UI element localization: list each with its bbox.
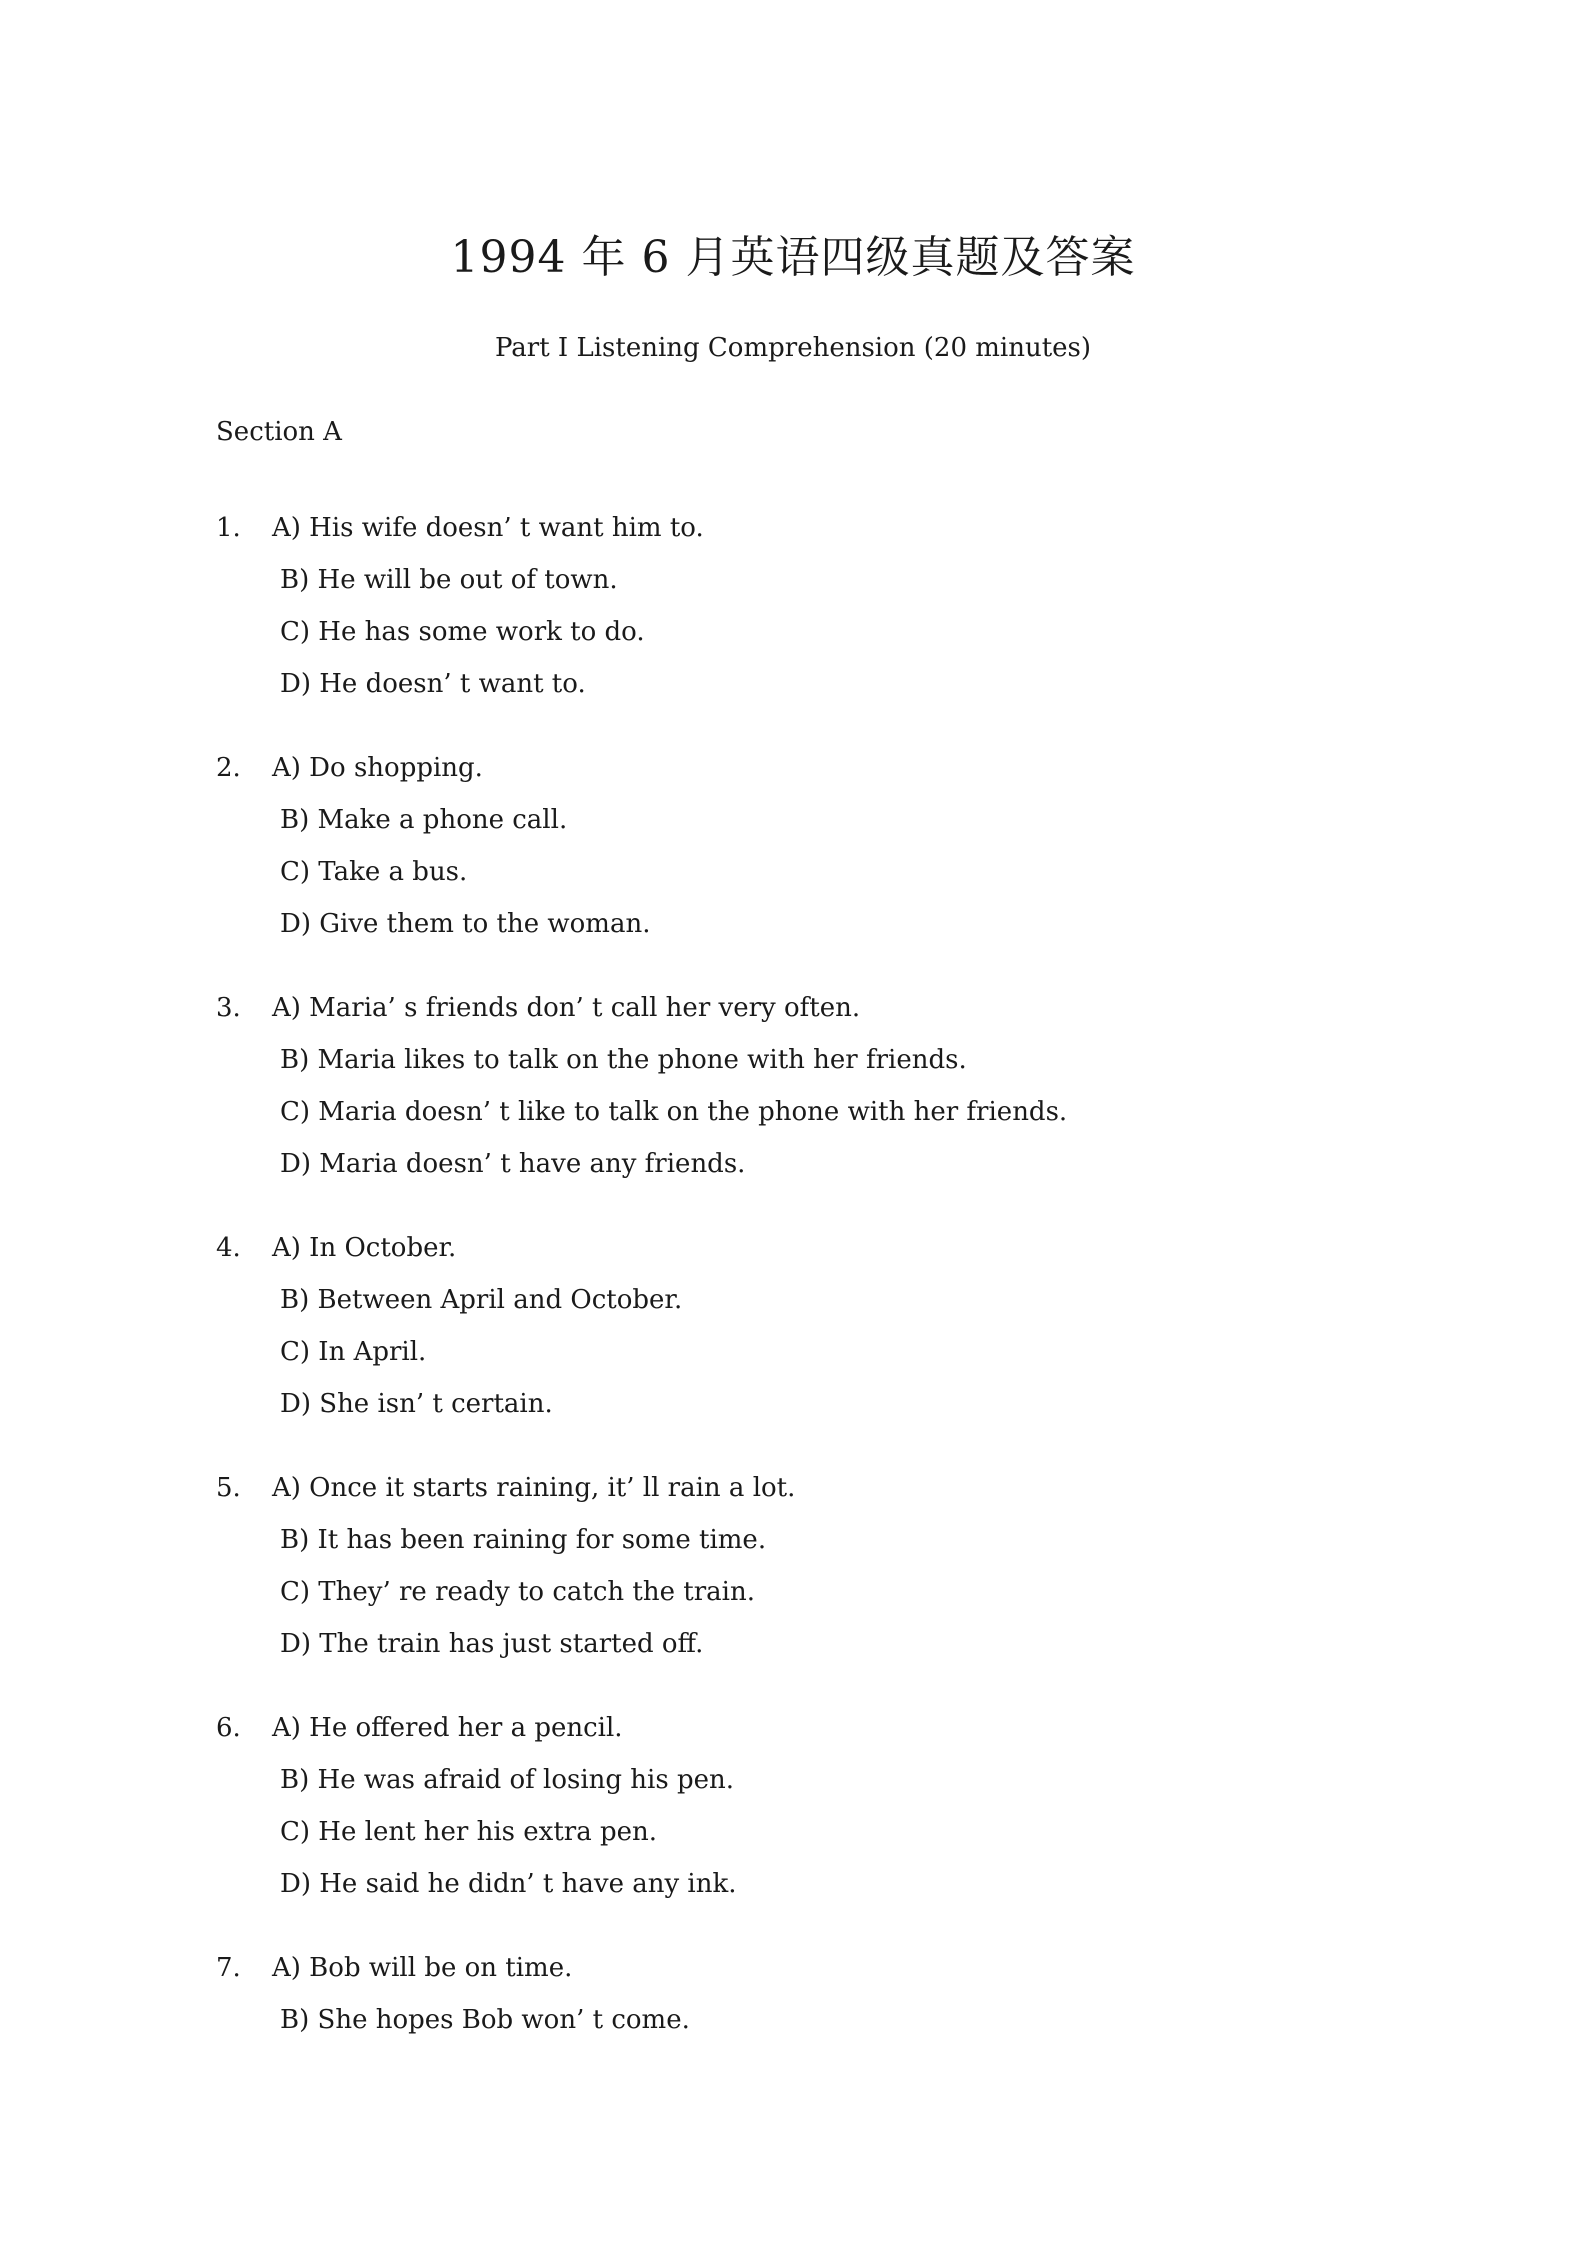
- question-first-line: [216, 1230, 1416, 1282]
- option-b: B) Between April and October.: [280, 1285, 683, 1315]
- option-d: D) He doesn’ t want to.: [280, 669, 586, 699]
- question-number: 1.: [216, 513, 241, 543]
- option-a: A) Once it starts raining, it’ ll rain a lot.: [272, 1473, 796, 1503]
- option-b: B) He will be out of town.: [280, 565, 618, 595]
- question-first-line: [216, 990, 1416, 1042]
- option-d: D) Give them to the woman.: [280, 909, 651, 939]
- option-d: D) She isn’ t certain.: [280, 1389, 553, 1419]
- question-number: 4.: [216, 1233, 241, 1263]
- option-c: C) They’ re ready to catch the train.: [280, 1577, 755, 1607]
- question-first-line: [216, 1710, 1416, 1762]
- document-title: 1994 年 6 月英语四级真题及答案: [450, 232, 1136, 283]
- question-2: [216, 750, 1416, 958]
- option-c: C) He has some work to do.: [280, 617, 645, 647]
- question-first-line: [216, 510, 1416, 562]
- part-title: Part I Listening Comprehension (20 minutes): [494, 333, 1092, 363]
- option-c: C) In April.: [280, 1337, 427, 1367]
- option-c: C) Take a bus.: [280, 857, 468, 887]
- section-title: Section A: [216, 417, 342, 447]
- question-4: [216, 1230, 1416, 1438]
- option-d: D) Maria doesn’ t have any friends.: [280, 1149, 746, 1179]
- question-number: 5.: [216, 1473, 241, 1503]
- question-5: [216, 1470, 1416, 1678]
- option-a: A) He offered her a pencil.: [272, 1713, 623, 1743]
- option-a: A) His wife doesn’ t want him to.: [272, 513, 704, 543]
- question-6: [216, 1710, 1416, 1918]
- option-b: B) She hopes Bob won’ t come.: [280, 2005, 690, 2035]
- question-number: 7.: [216, 1953, 241, 1983]
- question-7: [216, 1950, 1416, 2054]
- question-number: 2.: [216, 753, 241, 783]
- question-number: 6.: [216, 1713, 241, 1743]
- option-a: A) Maria’ s friends don’ t call her very often.: [272, 993, 861, 1023]
- option-a: A) In October.: [272, 1233, 457, 1263]
- question-number: 3.: [216, 993, 241, 1023]
- option-b: B) Maria likes to talk on the phone with her friends.: [280, 1045, 967, 1075]
- option-d: D) The train has just started off.: [280, 1629, 704, 1659]
- question-first-line: [216, 750, 1416, 802]
- option-a: A) Bob will be on time.: [272, 1953, 573, 1983]
- option-b: B) It has been raining for some time.: [280, 1525, 767, 1555]
- option-a: A) Do shopping.: [272, 753, 483, 783]
- option-c: C) Maria doesn’ t like to talk on the phone with her friends.: [280, 1097, 1068, 1127]
- question-first-line: [216, 1950, 1416, 2002]
- option-c: C) He lent her his extra pen.: [280, 1817, 658, 1847]
- question-3: [216, 990, 1416, 1198]
- question-1: [216, 510, 1416, 718]
- question-first-line: [216, 1470, 1416, 1522]
- option-b: B) He was afraid of losing his pen.: [280, 1765, 735, 1795]
- option-b: B) Make a phone call.: [280, 805, 568, 835]
- option-d: D) He said he didn’ t have any ink.: [280, 1869, 737, 1899]
